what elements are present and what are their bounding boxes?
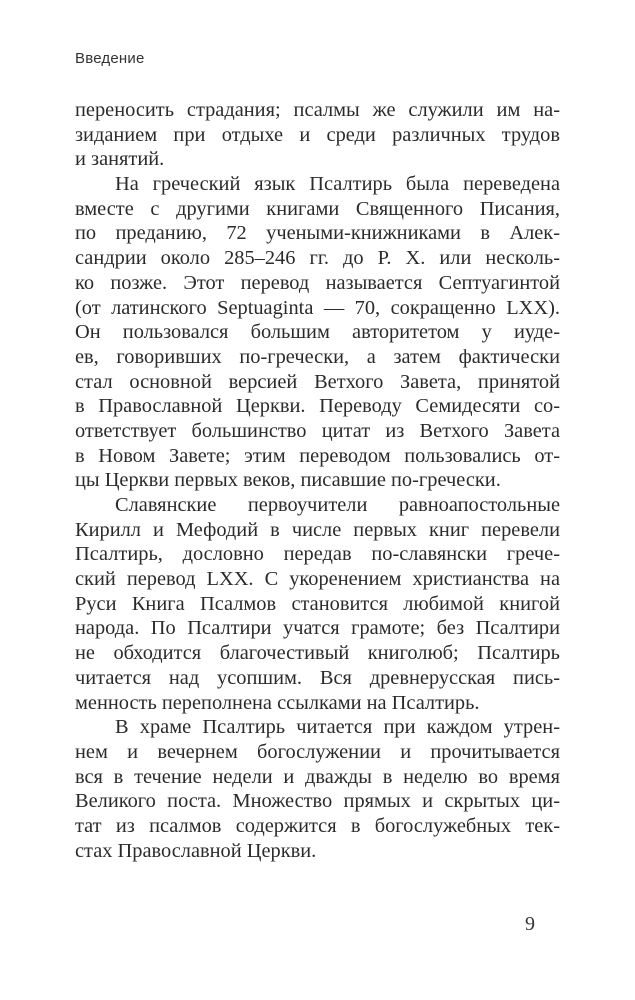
text-line: народа. По Псалтири учатся грамоте; без Псалтири [75,617,560,640]
page-number: 9 [525,913,535,935]
text-line: Великого поста. Множество прямых и скрытых ци- [75,790,560,813]
text-line: по преданию, 72 учеными-книжниками в Алек- [75,222,560,245]
paragraph [75,172,560,493]
text-line: На греческий язык Псалтирь была переведена [115,173,560,196]
paragraph [75,98,560,172]
text-line: ев, говоривших по-гречески, а затем фактически [75,345,560,368]
text-line: переносить страдания; псалмы же служили им на- [75,99,560,121]
text-line: Славянские первоучители равноапостольные [115,494,560,516]
text-line: в Новом Завете; этим переводом пользовались от- [75,444,560,467]
text-line: вместе с другими книгами Священного Писания, [75,197,560,220]
text-line: читается над усопшим. Вся древнерусская пись- [75,666,560,689]
text-line: (от латинского Septuaginta — 70, сокращенно LXX). [75,296,560,319]
text-line: Псалтирь, дословно передав по-славянски грече- [75,543,560,566]
text-line: стал основной версией Ветхого Завета, принятой [75,370,560,393]
paragraph [75,493,560,715]
body-text [75,98,560,863]
text-line: зиданием при отдыхе и среди различных трудов [75,123,560,146]
running-head: Введение [75,50,145,67]
text-line: Он пользовался большим авторитетом у иуде- [75,321,560,344]
text-line: не обходится благочестивый книголюб; Псалтирь [75,642,560,665]
text-line: В храме Псалтирь читается при каждом утрен- [115,716,560,739]
text-line: менность переполнена ссылками на Псалтирь. [75,691,480,714]
text-line: и занятий. [75,148,165,171]
text-line: в Православной Церкви. Переводу Семидесяти со- [75,395,560,418]
text-line: ский перевод LXX. С укоренением христианства на [75,568,560,591]
text-line: нем и вечернем богослужении и прочитывается [75,740,560,763]
paragraph [75,715,560,863]
text-line: вся в течение недели и дважды в неделю во время [75,765,560,788]
text-line: Руси Книга Псалмов становится любимой книгой [75,592,560,615]
text-line: ко позже. Этот перевод называется Септуагинтой [75,271,560,294]
text-line: стах Православной Церкви. [75,839,317,862]
text-line: тат из псалмов содержится в богослужебных тек- [75,814,560,837]
text-line: цы Церкви первых веков, писавшие по-гречески. [75,469,501,492]
text-line: ответствует большинство цитат из Ветхого Завета [75,419,560,442]
text-line: Кирилл и Мефодий в числе первых книг перевели [75,518,560,541]
text-line: сандрии около 285–246 гг. до Р. Х. или несколь- [75,247,560,270]
